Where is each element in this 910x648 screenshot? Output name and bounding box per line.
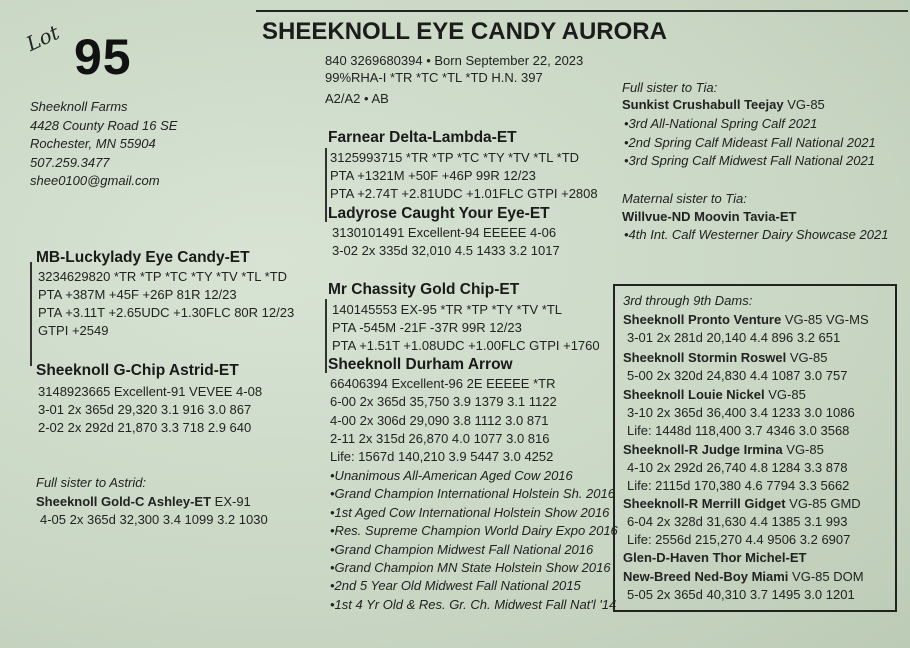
dam-entry-record: 5-05 2x 365d 40,310 3.7 1495 3.0 1201 [627,587,855,602]
dam-entry [623,349,847,385]
dam-entry-name: New-Breed Ned-Boy Miami [623,569,789,584]
info-line: A2/A2 • AB [325,91,389,106]
dams-box [613,284,897,612]
info-line: 99%RHA-I *TR *TC *TL *TD H.N. 397 [325,70,543,85]
award-item: •Res. Supreme Champion World Dairy Expo 2016 [330,523,618,539]
breeder-phone: 507.259.3477 [30,154,110,170]
tia-maternal-caption: Maternal sister to Tia: [622,191,747,206]
award-item: •Grand Champion Midwest Fall National 2016 [330,541,594,557]
dam-entry [623,441,849,495]
breeder-info [30,98,177,191]
tia-sister-caption: Full sister to Tia: [622,80,718,95]
header-rule [256,10,908,12]
dam-entry-name: Glen-D-Haven Thor Michel-ET [623,550,807,565]
award-item: •1st Aged Cow International Holstein Show 2016 [330,504,610,520]
dam-entry-name: Sheeknoll Louie Nickel [623,387,765,402]
lot-number: 95 [74,29,132,85]
dam-entry-record: 4-10 2x 292d 26,740 4.8 1284 3.3 878 [627,460,848,475]
award-item: •Grand Champion MN State Holstein Show 2016 [330,560,611,576]
astrid-sister-record: 4-05 2x 365d 32,300 3.4 1099 3.2 1030 [40,512,268,527]
info-line: 840 3269680394 • Born September 22, 2023 [325,53,584,68]
durham-line: 4-00 2x 306d 29,090 3.8 1112 3.0 871 [330,412,549,428]
lot-label: Lot [22,20,63,56]
sire-name: Farnear Delta-Lambda-ET [328,129,517,146]
dam-entry-score: VG-85 [786,350,828,365]
dam-entry-record: 3-01 2x 281d 20,140 4.4 896 3.2 651 [627,330,841,345]
sire-details [330,149,598,203]
award-item: •Unanimous All-American Aged Cow 2016 [330,468,573,483]
dam-name: MB-Luckylady Eye Candy-ET [36,249,250,266]
durham-awards [330,467,618,614]
dam-entry-name: Sheeknoll Pronto Venture [623,312,782,327]
award-item: •2nd Spring Calf Mideast Fall National 2021 [624,134,876,150]
tia-sister-awards [624,115,876,171]
dam-entry-score: VG-85 VG-MS [781,312,869,327]
award-item: •Grand Champion International Holstein Sh. 2016 [330,486,615,502]
dam-dam-details [38,383,262,437]
breeder-email[interactable]: shee0100@gmail.com [30,173,160,188]
durham-line: 66406394 Excellent-96 2E EEEEE *TR [330,376,556,391]
dam-entry [623,549,806,567]
dam-sire-line: PTA +1.51T +1.08UDC +1.00FLC GTPI +1760 [332,338,600,353]
dam-sire-details [332,301,600,355]
dam-sire-bracket [325,299,327,373]
tia-maternal-award: •4th Int. Calf Westerner Dairy Showcase 2021 [624,227,889,242]
dam-entry-record: Life: 2556d 215,270 4.4 9506 3.2 6907 [627,532,851,547]
dam-dam-line: 2-02 2x 292d 21,870 3.3 718 2.9 640 [38,420,252,435]
breeder-address: 4428 County Road 16 SE [30,117,178,133]
durham-line: Life: 1567d 140,210 3.9 5447 3.0 4252 [330,449,554,465]
dam-line: 3234629820 *TR *TP *TC *TY *TV *TL *TD [38,269,288,284]
dam-entry-name: Sheeknoll-R Judge Irmina [623,442,783,457]
dam-dam-line: 3-01 2x 365d 29,320 3.1 916 3.0 867 [38,402,252,417]
tia-sister-name: Sunkist Crushabull Teejay [622,97,784,112]
dam-entry-record: 5-00 2x 320d 24,830 4.4 1087 3.0 757 [627,368,848,383]
sire-dam-details [332,224,560,260]
tia-maternal-name: Willvue-ND Moovin Tavia-ET [622,209,797,224]
dam-entry-score: VG-85 [764,387,806,402]
dam-entry-score: VG-85 DOM [788,569,864,584]
durham-line: 2-11 2x 315d 26,870 4.0 1077 3.0 816 [330,430,550,446]
award-item: •2nd 5 Year Old Midwest Fall National 2015 [330,578,581,594]
sire-dam-line: 3-02 2x 335d 32,010 4.5 1433 3.2 1017 [332,243,560,258]
dam-bracket [30,262,32,366]
dam-line: GTPI +2549 [38,323,109,338]
astrid-sister-name: Sheeknoll Gold-C Ashley-ET [36,494,212,509]
breeder-city: Rochester, MN 55904 [30,136,156,151]
durham-line: 6-00 2x 365d 35,750 3.9 1379 3.1 1122 [330,394,557,410]
award-item: •3rd All-National Spring Calf 2021 [624,116,818,131]
dam-entry-record: Life: 1448d 118,400 3.7 4346 3.0 3568 [627,423,850,438]
dam-line: PTA +3.11T +2.65UDC +1.30FLC 80R 12/23 [38,305,295,320]
dam-dam-line: 3148923665 Excellent-91 VEVEE 4-08 [38,384,263,399]
animal-info [325,52,583,107]
dam-entry [623,311,869,347]
sire-line: PTA +1321M +50F +46P 99R 12/23 [330,168,536,183]
sire-dam-name: Ladyrose Caught Your Eye-ET [328,205,550,222]
breeder-name: Sheeknoll Farms [30,99,128,114]
durham-details [330,375,557,466]
dam-dam-name: Sheeknoll G-Chip Astrid-ET [36,362,239,379]
sire-dam-line: 3130101491 Excellent-94 EEEEE 4-06 [332,225,557,240]
durham-name: Sheeknoll Durham Arrow [328,356,513,373]
dam-entry [623,495,861,549]
dam-entry-record: Life: 2115d 170,380 4.6 7794 3.3 5662 [627,478,850,493]
dam-entry-name: Sheeknoll-R Merrill Gidget [623,496,786,511]
dam-details [38,268,294,340]
animal-title: SHEEKNOLL EYE CANDY AURORA [262,18,667,45]
sire-line: 3125993715 *TR *TP *TC *TY *TV *TL *TD [330,150,580,165]
astrid-sister-score: EX-91 [211,494,251,509]
sire-bracket [325,148,327,222]
tia-sister [622,96,825,113]
dams-box-caption: 3rd through 9th Dams: [623,293,753,308]
dam-entry-score: VG-85 GMD [785,496,861,511]
astrid-sister-caption: Full sister to Astrid: [36,475,147,490]
dam-entry-record: 3-10 2x 365d 36,400 3.4 1233 3.0 1086 [627,405,855,420]
dam-sire-line: 140145553 EX-95 *TR *TP *TY *TV *TL [332,302,563,317]
dam-entry [623,568,864,604]
sire-line: PTA +2.74T +2.81UDC +1.01FLC GTPI +2808 [330,186,598,201]
dam-entry-record: 6-04 2x 328d 31,630 4.4 1385 3.1 993 [627,514,848,529]
dam-sire-line: PTA -545M -21F -37R 99R 12/23 [332,320,522,335]
award-item: •1st 4 Yr Old & Res. Gr. Ch. Midwest Fall Nat'l '14 [330,596,617,612]
dam-entry-score: VG-85 [782,442,824,457]
tia-sister-score: VG-85 [783,97,825,112]
dam-line: PTA +387M +45F +26P 81R 12/23 [38,287,237,302]
dam-sire-name: Mr Chassity Gold Chip-ET [328,281,520,298]
astrid-sister [36,493,251,510]
dam-entry [623,386,855,440]
dam-entry-name: Sheeknoll Stormin Roswel [623,350,787,365]
award-item: •3rd Spring Calf Midwest Fall National 2021 [624,153,875,168]
